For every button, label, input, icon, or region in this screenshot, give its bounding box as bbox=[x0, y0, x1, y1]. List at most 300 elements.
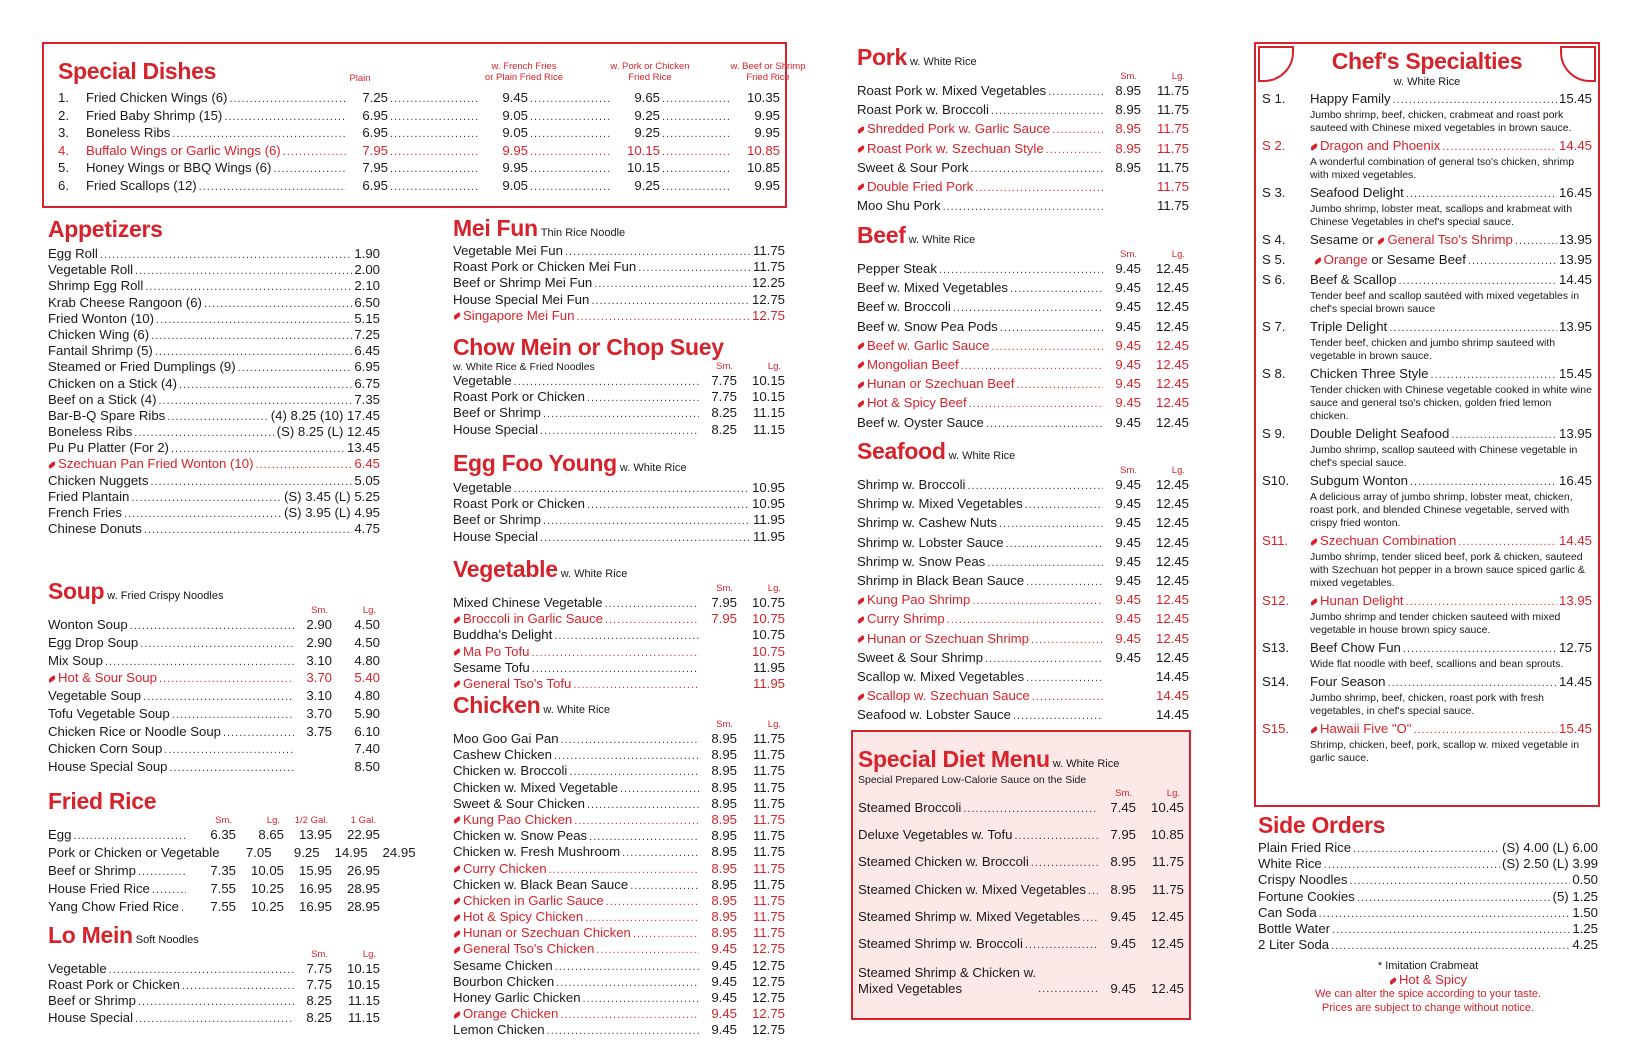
item-name bbox=[453, 595, 603, 611]
price-small: 9.45 bbox=[1115, 376, 1141, 392]
price-large: 10.75 bbox=[751, 611, 785, 627]
pepper-icon bbox=[48, 461, 57, 469]
item-number: S11. bbox=[1262, 533, 1289, 548]
dot-leader bbox=[1388, 675, 1557, 691]
item-name bbox=[48, 688, 141, 704]
item-price: 10.95 bbox=[751, 496, 785, 512]
dot-leader bbox=[986, 416, 1103, 432]
item-name bbox=[1262, 674, 1386, 690]
price-large: 12.75 bbox=[751, 990, 785, 1005]
price-small: 8.95 bbox=[711, 925, 737, 941]
item-name bbox=[857, 395, 967, 411]
item-name-text: Curry Shrimp bbox=[867, 611, 945, 627]
price-small: 8.25 bbox=[306, 993, 332, 1009]
price-large: 11.75 bbox=[1156, 140, 1189, 156]
dot-leader bbox=[1331, 938, 1570, 954]
item-name bbox=[857, 515, 997, 531]
price-large: 6.10 bbox=[354, 723, 380, 739]
menu-item bbox=[857, 669, 1189, 685]
menu-item bbox=[857, 121, 1189, 137]
item-name bbox=[48, 1010, 133, 1026]
pepper-icon bbox=[857, 635, 866, 643]
dot-leader bbox=[124, 506, 282, 522]
dot-leader bbox=[134, 425, 274, 441]
menu-item bbox=[1258, 889, 1598, 905]
item-name bbox=[857, 160, 968, 176]
pepper-icon bbox=[857, 145, 866, 153]
mei-fun bbox=[453, 217, 785, 324]
item-name-text: Chicken Corn Soup bbox=[48, 741, 163, 757]
item-name-text: House Special Mei Fun bbox=[453, 291, 590, 307]
item-price: 9.45 bbox=[502, 90, 528, 105]
item-description: Jumbo shrimp, tender sliced beef, pork & chicken, sauteed with Szechuan hot pepper in a brown sauce spiced garlic & mixed vegetables. bbox=[1310, 551, 1585, 589]
column-header: Plain bbox=[349, 73, 371, 84]
dot-leader bbox=[158, 393, 352, 409]
item-price: 10.35 bbox=[746, 90, 780, 105]
item-number: S14. bbox=[1262, 674, 1290, 689]
menu-item bbox=[857, 395, 1189, 411]
item-name-text: Egg Roll bbox=[48, 246, 98, 261]
price-small: 9.45 bbox=[711, 990, 737, 1005]
price-large: 11.75 bbox=[1156, 178, 1189, 194]
pepper-icon bbox=[453, 930, 462, 938]
dot-leader bbox=[1451, 427, 1557, 443]
size-sm: Sm. bbox=[1120, 465, 1137, 476]
menu-item bbox=[857, 415, 1189, 431]
item-name bbox=[1262, 272, 1397, 288]
menu-item bbox=[857, 261, 1189, 277]
item-name bbox=[857, 261, 937, 277]
item-name-text: Hot & Spicy Chicken bbox=[463, 909, 584, 925]
menu-item bbox=[48, 278, 380, 294]
item-name-text: Vegetable bbox=[453, 480, 512, 495]
item-name-text: Four Season bbox=[1310, 674, 1386, 689]
dot-leader bbox=[1349, 873, 1570, 889]
item-name-text: Orange Chicken bbox=[463, 1006, 559, 1022]
menu-item bbox=[1262, 533, 1592, 551]
item-price: 6.95 bbox=[354, 359, 380, 375]
item-price: 22.95 bbox=[346, 827, 380, 842]
price-small: 7.95 bbox=[711, 611, 737, 627]
price-small: 9.45 bbox=[1115, 395, 1141, 411]
price-large: 4.50 bbox=[354, 634, 380, 650]
item-price: 9.95 bbox=[754, 107, 780, 123]
dot-leader bbox=[1332, 922, 1570, 938]
item-name-text: Pork or Chicken or Vegetable bbox=[48, 845, 220, 860]
item-price: (5) 1.25 bbox=[1552, 888, 1598, 904]
item-name-text: Sesame Tofu bbox=[453, 659, 530, 675]
menu-item bbox=[1262, 426, 1592, 444]
price-small: 9.45 bbox=[1115, 534, 1141, 550]
menu-item bbox=[857, 707, 1189, 723]
item-name-text: Chicken w. Black Bean Sauce bbox=[453, 876, 629, 892]
item-name-text: Sesame Chicken bbox=[453, 957, 553, 973]
price-small: 8.95 bbox=[1115, 102, 1141, 118]
item-price: 16.45 bbox=[1558, 473, 1592, 488]
dot-leader bbox=[606, 894, 699, 910]
menu-item bbox=[453, 958, 785, 974]
dot-leader bbox=[972, 593, 1103, 609]
dot-leader bbox=[947, 612, 1103, 628]
special-dishes-title: Special Dishes bbox=[58, 58, 217, 84]
item-price: 16.95 bbox=[298, 881, 332, 896]
dot-leader bbox=[1031, 632, 1103, 648]
size-header bbox=[48, 947, 380, 961]
item-name bbox=[48, 392, 156, 408]
item-name-text: Beef or Shrimp bbox=[48, 993, 136, 1009]
dot-leader bbox=[587, 390, 699, 406]
dot-leader bbox=[587, 797, 699, 813]
menu-item bbox=[48, 473, 380, 489]
pepper-icon bbox=[857, 693, 866, 701]
price-small: 9.45 bbox=[1115, 337, 1141, 353]
dot-leader bbox=[1353, 841, 1500, 857]
price-large: 12.45 bbox=[1155, 280, 1189, 296]
item-name bbox=[1258, 872, 1347, 888]
dot-leader bbox=[565, 244, 751, 260]
item-name bbox=[48, 505, 122, 521]
chefs-title: Chef's Specialties bbox=[1331, 48, 1523, 74]
menu-item bbox=[858, 963, 1184, 997]
dot-leader bbox=[514, 481, 750, 497]
item-name-text: Chicken on a Stick (4) bbox=[48, 375, 177, 391]
item-name bbox=[453, 259, 636, 275]
dot-leader bbox=[662, 109, 730, 125]
item-name bbox=[1258, 856, 1322, 872]
menu-item bbox=[453, 893, 785, 909]
dot-leader bbox=[543, 406, 699, 422]
price-large: 12.45 bbox=[1155, 299, 1189, 315]
menu-item bbox=[48, 359, 380, 375]
column-header: w. French Fries or Plain Fried Rice bbox=[484, 61, 564, 83]
menu-item bbox=[453, 389, 785, 405]
item-price: 7.55 bbox=[210, 881, 236, 896]
dot-leader bbox=[1442, 139, 1557, 155]
price-large: 11.95 bbox=[752, 659, 785, 675]
menu-item bbox=[1262, 185, 1592, 203]
item-name bbox=[48, 311, 154, 327]
menu-item bbox=[48, 759, 380, 775]
price-small: 8.95 bbox=[711, 811, 737, 827]
dot-leader bbox=[172, 126, 346, 142]
dot-leader bbox=[1013, 708, 1103, 724]
menu-item bbox=[857, 573, 1189, 589]
price-small: 9.45 bbox=[1115, 630, 1141, 646]
dot-leader bbox=[1410, 474, 1557, 490]
soup bbox=[48, 580, 380, 777]
price-large: 12.45 bbox=[1155, 515, 1189, 531]
item-name bbox=[453, 275, 592, 291]
price-large: 4.80 bbox=[354, 652, 380, 668]
menu-item bbox=[453, 611, 785, 627]
item-price: 10.25 bbox=[250, 881, 284, 896]
item-name-text: French Fries bbox=[48, 505, 123, 520]
item-name-text: Shredded Pork w. Garlic Sauce bbox=[867, 121, 1051, 137]
dot-leader bbox=[135, 263, 352, 279]
item-price: 1.25 bbox=[1572, 920, 1598, 936]
item-name bbox=[48, 456, 253, 472]
dot-leader bbox=[1088, 883, 1098, 899]
item-name-text: Krab Cheese Rangoon (6) bbox=[48, 294, 202, 310]
dot-leader bbox=[1052, 122, 1103, 138]
item-price: 9.65 bbox=[634, 90, 660, 105]
item-name-text: Beef or Shrimp bbox=[48, 863, 136, 878]
dot-leader bbox=[143, 689, 294, 705]
size-lg: Lg. bbox=[767, 583, 781, 594]
dot-leader bbox=[991, 103, 1103, 119]
item-name-text: White Rice bbox=[1258, 856, 1322, 872]
size-lg: Lg. bbox=[1166, 788, 1180, 799]
menu-item bbox=[857, 515, 1189, 531]
menu-item bbox=[48, 977, 380, 993]
dot-leader bbox=[532, 661, 699, 677]
item-name-text: Mongolian Beef bbox=[867, 356, 959, 372]
price-large: 14.45 bbox=[1155, 688, 1189, 704]
item-price: 9.25 bbox=[634, 107, 660, 123]
price-small: 8.95 bbox=[711, 731, 737, 746]
item-price: 13.95 bbox=[298, 827, 332, 842]
dot-leader bbox=[970, 161, 1103, 177]
price-large: 4.50 bbox=[354, 617, 380, 632]
item-name bbox=[453, 660, 530, 676]
item-name bbox=[48, 489, 129, 505]
dot-leader bbox=[591, 293, 750, 309]
dot-leader bbox=[943, 199, 1103, 215]
item-name-text: Steamed Chicken w. Mixed Vegetables bbox=[858, 881, 1086, 897]
dot-leader bbox=[1032, 689, 1103, 705]
menu-item bbox=[453, 496, 785, 512]
item-name bbox=[453, 909, 583, 925]
dot-leader bbox=[152, 882, 186, 898]
menu-item bbox=[453, 941, 785, 957]
item-price: 12.75 bbox=[751, 307, 785, 323]
menu-item bbox=[58, 90, 780, 108]
dot-leader bbox=[1403, 641, 1557, 657]
item-name-text: Steamed Broccoli bbox=[858, 800, 962, 815]
menu-item bbox=[1258, 840, 1598, 856]
menu-item bbox=[453, 925, 785, 941]
item-price: 6.50 bbox=[354, 294, 380, 310]
item-name-text: Can Soda bbox=[1258, 904, 1317, 920]
soup-title: Soup w. Fried Crispy Noodles bbox=[48, 578, 224, 604]
item-price: 2.00 bbox=[354, 262, 380, 278]
menu-item bbox=[453, 1022, 785, 1038]
price-large: 12.45 bbox=[1155, 611, 1189, 627]
price-small: 9.45 bbox=[1115, 553, 1141, 569]
menu-item bbox=[48, 246, 380, 262]
price-small: 9.45 bbox=[1115, 261, 1141, 276]
dot-leader bbox=[172, 707, 294, 723]
item-name-text: Beef or Shrimp Mei Fun bbox=[453, 275, 593, 291]
item-name bbox=[857, 121, 1050, 137]
price-large: 12.45 bbox=[1155, 477, 1189, 492]
item-price: 7.25 bbox=[354, 326, 380, 342]
price-large: 12.45 bbox=[1155, 395, 1189, 411]
dot-leader bbox=[589, 829, 699, 845]
item-name bbox=[453, 389, 585, 405]
price-small: 8.95 bbox=[711, 779, 737, 795]
item-number: S12. bbox=[1262, 593, 1290, 608]
item-name bbox=[858, 936, 1023, 952]
item-price: 14.45 bbox=[1558, 138, 1592, 153]
price-small: 9.45 bbox=[711, 1022, 737, 1038]
item-price: 0.50 bbox=[1572, 872, 1598, 888]
item-name bbox=[48, 741, 162, 757]
appetizers bbox=[48, 218, 380, 537]
dot-leader bbox=[130, 618, 294, 634]
item-name-hot: General Tso's Shrimp bbox=[1387, 232, 1513, 247]
price-large: 11.75 bbox=[752, 828, 785, 844]
dot-leader bbox=[999, 516, 1103, 532]
price-large: 11.75 bbox=[752, 747, 785, 763]
item-description: A delicious array of jumbo shrimp, lobster meat, chicken, roast pork, and blended Chinese vegetable, served with crispy fried wonton. bbox=[1310, 491, 1573, 529]
item-name bbox=[1262, 91, 1391, 107]
item-price: (4) 8.25 (10) 17.45 bbox=[270, 407, 380, 423]
item-name bbox=[453, 512, 541, 528]
price-large: 12.45 bbox=[1155, 572, 1189, 588]
dot-leader bbox=[1026, 574, 1103, 590]
item-name-text: Chicken w. Mixed Vegetable bbox=[453, 779, 618, 795]
item-name bbox=[453, 861, 547, 877]
menu-item bbox=[453, 512, 785, 528]
item-price: 14.45 bbox=[1558, 533, 1592, 548]
item-name bbox=[453, 676, 571, 692]
dot-leader bbox=[1046, 142, 1103, 158]
item-name bbox=[453, 422, 538, 438]
dot-leader bbox=[961, 358, 1103, 374]
item-price: 5.05 bbox=[354, 472, 380, 488]
menu-item bbox=[453, 292, 785, 308]
price-small: 8.95 bbox=[711, 860, 737, 876]
item-description: Jumbo shrimp, lobster meat, scallops and krabmeat with Chinese Vegetables in chef's special sauce. bbox=[1310, 203, 1573, 228]
dot-leader bbox=[605, 596, 699, 612]
menu-item bbox=[858, 909, 1184, 925]
pepper-icon bbox=[1313, 257, 1322, 265]
dot-leader bbox=[963, 801, 1098, 817]
price-small: 8.95 bbox=[1110, 881, 1136, 897]
item-price: 15.95 bbox=[298, 863, 332, 878]
item-price: 6.45 bbox=[354, 343, 380, 359]
menu-item bbox=[857, 376, 1189, 392]
menu-item bbox=[453, 877, 785, 893]
menu-item bbox=[453, 763, 785, 779]
item-name bbox=[857, 83, 1046, 99]
item-name-text: Shrimp w. Cashew Nuts bbox=[857, 515, 997, 531]
size-lg: Lg. bbox=[362, 949, 376, 960]
item-name-text: Vegetable bbox=[48, 961, 107, 976]
dot-leader bbox=[1515, 233, 1557, 249]
dot-leader bbox=[181, 900, 186, 916]
dot-leader bbox=[1000, 320, 1103, 336]
price-large: 12.75 bbox=[751, 941, 785, 957]
menu-item bbox=[1262, 473, 1592, 491]
size-header bbox=[453, 581, 785, 595]
menu-item bbox=[453, 828, 785, 844]
menu-item bbox=[48, 993, 380, 1009]
price-small: 8.25 bbox=[711, 421, 737, 437]
side-orders bbox=[1258, 814, 1598, 1015]
menu-item bbox=[1262, 252, 1592, 270]
item-name-text: Szechuan Combination bbox=[1320, 533, 1457, 548]
menu-item bbox=[453, 275, 785, 291]
price-small: 9.45 bbox=[1115, 572, 1141, 588]
item-name bbox=[453, 480, 512, 496]
price-large: 14.45 bbox=[1155, 668, 1189, 684]
dot-leader bbox=[179, 377, 352, 393]
item-price: 6.45 bbox=[354, 456, 380, 472]
item-price: 5.15 bbox=[354, 310, 380, 326]
item-name-text: Beef w. Broccoli bbox=[857, 299, 951, 315]
item-name bbox=[857, 415, 984, 431]
menu-item bbox=[48, 521, 380, 537]
item-name-text: Broccoli in Garlic Sauce bbox=[463, 611, 603, 627]
price-large: 11.75 bbox=[752, 844, 785, 860]
price-large: 11.15 bbox=[347, 993, 380, 1009]
item-name bbox=[857, 573, 1024, 589]
item-number: S 6. bbox=[1262, 272, 1286, 287]
item-name bbox=[453, 941, 594, 957]
size-sm: Sm. bbox=[716, 583, 733, 594]
menu-item bbox=[48, 845, 416, 863]
item-name bbox=[453, 877, 628, 893]
dot-leader bbox=[155, 344, 353, 360]
item-name-text: 2 Liter Soda bbox=[1258, 937, 1330, 953]
size-header bbox=[858, 786, 1184, 800]
price-large: 11.75 bbox=[1151, 881, 1184, 897]
item-price: 9.25 bbox=[634, 177, 660, 193]
item-name-text: Fried Plantain bbox=[48, 488, 130, 504]
item-number: S 1. bbox=[1262, 91, 1286, 106]
price-small: 3.70 bbox=[306, 670, 332, 686]
dot-leader bbox=[1413, 722, 1557, 738]
dot-leader bbox=[530, 91, 610, 107]
item-name bbox=[858, 800, 961, 816]
item-name bbox=[453, 990, 581, 1006]
dot-leader bbox=[585, 910, 699, 926]
menu-item bbox=[48, 489, 380, 505]
pepper-icon bbox=[857, 362, 866, 370]
item-description: Jumbo shrimp and tender chicken sauteed with mixed vegetable in house brown spicy sauce. bbox=[1310, 611, 1561, 636]
seafood-title: Seafood w. White Rice bbox=[857, 438, 1016, 464]
dot-leader bbox=[1031, 855, 1098, 871]
item-name-text: Szechuan Pan Fried Wonton (10) bbox=[58, 456, 254, 472]
item-name-text: Curry Chicken bbox=[463, 860, 547, 876]
item-price: 28.95 bbox=[346, 881, 380, 896]
menu-item bbox=[858, 936, 1184, 952]
item-name-text: Seafood w. Lobster Sauce bbox=[857, 707, 1011, 723]
item-name-text: Steamed Shrimp & Chicken w. Mixed Vegetables bbox=[858, 964, 1037, 996]
price-small: 9.45 bbox=[711, 957, 737, 973]
item-price: 9.95 bbox=[502, 160, 528, 175]
item-name bbox=[857, 554, 985, 570]
item-price: 7.35 bbox=[354, 391, 380, 407]
size-sm: Sm. bbox=[1115, 788, 1132, 799]
item-name bbox=[857, 319, 998, 335]
item-name bbox=[48, 977, 180, 993]
item-name bbox=[857, 631, 1029, 647]
item-price: 24.95 bbox=[382, 845, 416, 860]
price-large: 11.75 bbox=[1156, 83, 1189, 98]
item-name bbox=[858, 827, 1012, 843]
item-name-text: Hunan or Szechuan Beef bbox=[867, 376, 1015, 392]
price-small: 8.95 bbox=[711, 844, 737, 860]
menu-item bbox=[48, 311, 380, 327]
price-large: 10.75 bbox=[751, 643, 785, 659]
item-price: 6.95 bbox=[362, 107, 388, 123]
price-large: 11.15 bbox=[752, 421, 785, 437]
pepper-icon bbox=[857, 381, 866, 389]
item-name bbox=[48, 521, 142, 537]
